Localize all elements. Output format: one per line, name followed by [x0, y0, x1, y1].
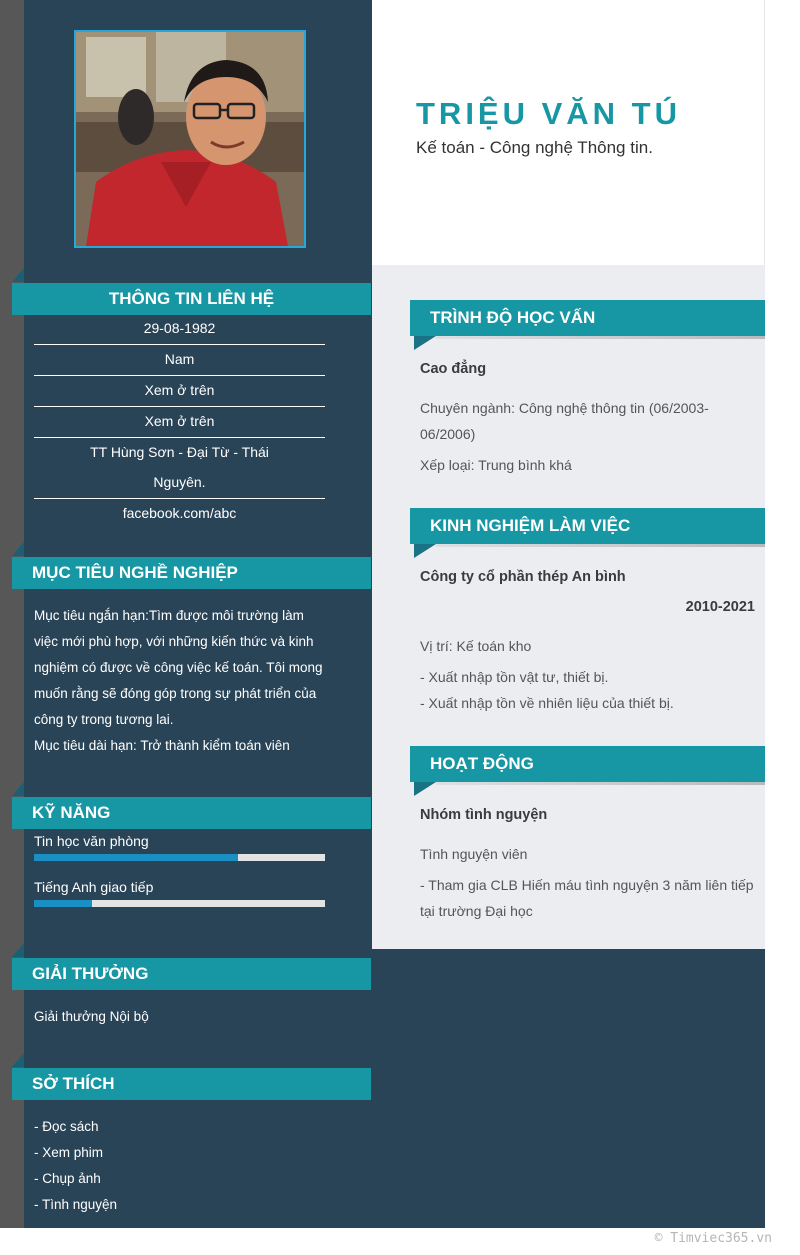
contact-email: Xem ở trên — [144, 413, 215, 429]
ribbon-fold-contact — [12, 268, 24, 282]
objective-text — [34, 603, 334, 759]
hobby-item: - Chụp ảnh — [34, 1171, 101, 1186]
hobby-item: - Đọc sách — [34, 1119, 99, 1134]
activity-role: Tình nguyện viên — [420, 846, 528, 862]
bottom-fill-panel — [372, 949, 765, 1228]
section-heading-contact: THÔNG TIN LIÊN HỆ — [12, 283, 371, 315]
candidate-name: TRIỆU VĂN TÚ — [416, 96, 681, 131]
skill-bar-fill — [34, 854, 238, 861]
skill-bar-track — [34, 900, 325, 907]
hobby-item: - Xem phim — [34, 1145, 104, 1160]
objective-line: công ty trong tương lai. — [34, 712, 174, 727]
skill-bar-fill — [34, 900, 92, 907]
divider — [34, 375, 325, 376]
skill-bar-track — [34, 854, 325, 861]
ribbon-fold-education — [414, 336, 436, 350]
section-heading-experience: KINH NGHIỆM LÀM VIỆC — [410, 508, 765, 544]
objective-line: Mục tiêu ngắn hạn:Tìm được môi trường làm — [34, 608, 304, 623]
ribbon-fold-awards — [12, 943, 24, 957]
candidate-job-title: Kế toán - Công nghệ Thông tin. — [416, 138, 653, 157]
experience-duty: - Xuất nhập tồn vật tư, thiết bị. — [420, 669, 609, 685]
experience-position: Vị trí: Kế toán kho — [420, 638, 532, 654]
ribbon-fold-hobbies — [12, 1053, 24, 1067]
heading-shadow — [436, 782, 765, 785]
activity-desc-line2: tại trường Đại học — [420, 903, 533, 919]
section-heading-objective: MỤC TIÊU NGHỀ NGHIỆP — [12, 557, 371, 589]
education-major-line1: Chuyên ngành: Công nghệ thông tin (06/2003- — [420, 400, 709, 416]
contact-phone: Xem ở trên — [144, 382, 215, 398]
activity-org: Nhóm tình nguyện — [420, 807, 548, 823]
education-major-line2: 06/2006) — [420, 426, 476, 442]
award-item: Giải thưởng Nội bộ — [34, 1009, 149, 1024]
contact-gender: Nam — [164, 351, 195, 367]
education-school: Cao đẳng — [420, 361, 487, 377]
contact-address-line2: Nguyên. — [153, 474, 206, 490]
ribbon-fold-activities — [414, 782, 436, 796]
section-heading-hobbies: SỞ THÍCH — [12, 1068, 371, 1100]
experience-duty: - Xuất nhập tồn về nhiên liệu của thiết bị. — [420, 695, 674, 711]
contact-address-line1: TT Hùng Sơn - Đại Từ - Thái — [90, 444, 269, 460]
watermark: © Timviec365.vn — [654, 1231, 772, 1246]
activity-desc-line1: - Tham gia CLB Hiến máu tình nguyện 3 năm liên tiếp — [420, 877, 754, 893]
divider — [34, 406, 325, 407]
profile-photo-illustration — [76, 32, 304, 246]
education-rank: Xếp loại: Trung bình khá — [420, 457, 572, 473]
experience-company: Công ty cổ phần thép An bình — [420, 569, 626, 585]
section-heading-skills: KỸ NĂNG — [12, 797, 371, 829]
ribbon-fold-experience — [414, 544, 436, 558]
section-heading-awards: GIẢI THƯỞNG — [12, 958, 371, 990]
hobbies-list — [34, 1114, 334, 1218]
divider — [34, 344, 325, 345]
section-heading-education: TRÌNH ĐỘ HỌC VẤN — [410, 300, 765, 336]
divider — [34, 498, 325, 499]
ribbon-fold-objective — [12, 542, 24, 556]
hobby-item: - Tình nguyện — [34, 1197, 118, 1212]
divider — [34, 437, 325, 438]
skill-label: Tin học văn phòng — [34, 833, 149, 849]
section-heading-activities: HOẠT ĐỘNG — [410, 746, 765, 782]
objective-line: nghiệm có được về công việc kế toán. Tôi mong — [34, 660, 323, 675]
experience-period: 2010-2021 — [685, 599, 755, 615]
objective-line: việc mới phù hợp, với những kiến thức và kinh — [34, 634, 314, 649]
left-edge-strip — [0, 0, 24, 1228]
heading-shadow — [436, 336, 765, 339]
contact-website[interactable]: facebook.com/abc — [122, 505, 237, 521]
skill-label: Tiếng Anh giao tiếp — [34, 879, 154, 895]
contact-birthday: 29-08-1982 — [143, 320, 216, 336]
objective-line: muốn rằng sẽ đóng góp trong sự phát triển của — [34, 686, 317, 701]
header-panel — [372, 0, 765, 265]
ribbon-fold-skills — [12, 782, 24, 796]
objective-line: Mục tiêu dài hạn: Trở thành kiểm toán viên — [34, 738, 290, 753]
heading-shadow — [436, 544, 765, 547]
profile-photo — [74, 30, 306, 248]
